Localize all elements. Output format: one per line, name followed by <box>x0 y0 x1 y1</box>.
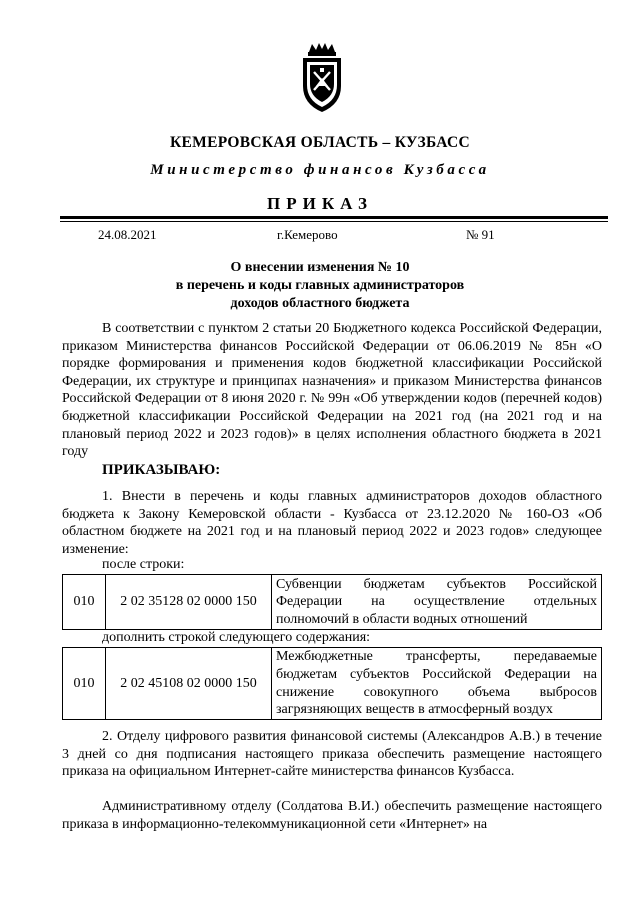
subject-line: О внесении изменения № 10 <box>230 260 410 275</box>
header-divider-thin <box>60 221 608 222</box>
existing-row-table <box>62 574 602 630</box>
item-2-paragraph: 2. Отделу цифрового развития финансовой системы (Александров А.В.) в течение 3 дней со дня подписания настоящего приказа обеспечить размещение настоящего приказа на официальном Интернет-сайте министерства финансов Кузбасса. <box>62 729 602 780</box>
admin-code-cell: 010 <box>63 648 106 720</box>
table-row <box>63 648 602 720</box>
income-code-cell: 2 02 45108 02 0000 150 <box>106 648 272 720</box>
order-city: г.Кемерово <box>277 227 338 242</box>
subject-line: доходов областного бюджета <box>230 296 410 311</box>
after-row-label: после строки: <box>102 557 185 572</box>
ministry-name: Министерство финансов Кузбасса <box>150 162 490 178</box>
subject-line: в перечень и коды главных администраторов <box>175 278 465 293</box>
admin-code-cell: 010 <box>63 575 106 630</box>
description-cell: Межбюджетные трансферты, передаваемые бюджетам субъектов Российской Федерации на снижение совокупного объема выбросов загрязняющих веществ в атмосферный воздух <box>272 648 602 720</box>
preamble-paragraph: В соответствии с пунктом 2 статьи 20 Бюджетного кодекса Российской Федерации, приказом Министерства финансов Российской Федерации от 06.06.2019 № 85н «О порядке формирования и применения кодов бюджетной классификации Российской Федерации, их структуре и принципах назначения» и приказом Министерства финансов Российской Федерации от 8 июня 2020 г. № 99н «Об утверждении кодов (перечней кодов) бюджетной классификации Российской Федерации на 2021 год (на 2021 год и на плановый период 2022 и 2023 годов)» в целях исполнения областного бюджета в 2021 году <box>62 321 602 460</box>
table-row <box>63 575 602 630</box>
income-code-cell: 2 02 35128 02 0000 150 <box>106 575 272 630</box>
coat-of-arms-icon <box>295 42 349 114</box>
order-number: № 91 <box>466 227 495 242</box>
add-row-label: дополнить строкой следующего содержания: <box>102 630 371 645</box>
region-title: КЕМЕРОВСКАЯ ОБЛАСТЬ – КУЗБАСС <box>169 134 470 151</box>
item-1-paragraph: 1. Внести в перечень и коды главных администраторов доходов областного бюджета к Закону Кемеровской области - Кузбасса от 23.12.2020 № 160-ОЗ «Об областном бюджете на 2021 год и на плановый период 2022 и 2023 годов» следующее изменение: <box>62 489 602 557</box>
header-divider-thick <box>60 216 608 219</box>
orders-label: ПРИКАЗЫВАЮ: <box>102 462 221 478</box>
document-type: ПРИКАЗ <box>267 194 373 213</box>
order-subject <box>0 259 640 313</box>
item-3-paragraph: Административному отделу (Солдатова В.И.) обеспечить размещение настоящего приказа в информационно-телекоммуникационной сети «Интернет» на <box>62 799 602 832</box>
order-date: 24.08.2021 <box>98 227 157 242</box>
description-cell: Субвенции бюджетам субъектов Российской Федерации на осуществление отдельных полномочий в области водных отношений <box>272 575 602 630</box>
new-row-table <box>62 647 602 720</box>
